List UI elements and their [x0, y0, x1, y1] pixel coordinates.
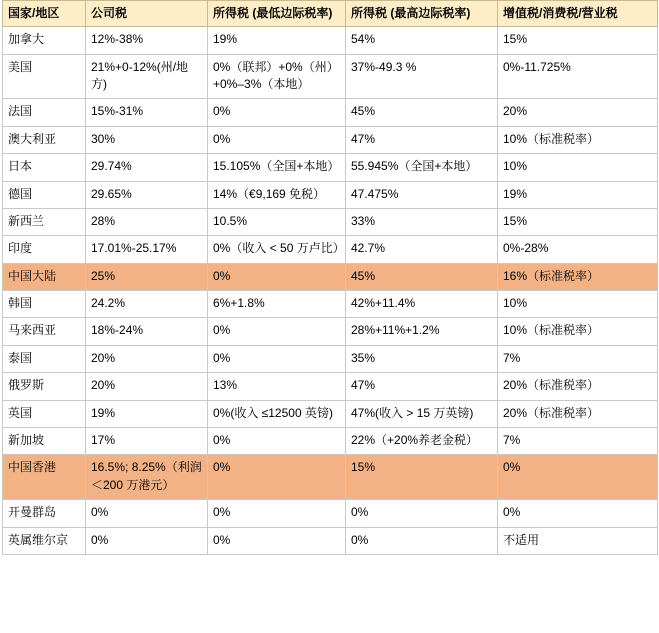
- cell-text: 29.65%: [91, 186, 132, 201]
- cell-text: 22%（+20%养老金税）: [351, 433, 479, 448]
- cell-text: 20%: [91, 350, 116, 365]
- cell-text: 28%: [91, 213, 116, 228]
- table-row: [3, 54, 658, 99]
- cell-text: 法国: [8, 104, 33, 119]
- cell-text: 47%: [351, 378, 376, 393]
- table-row: [3, 154, 658, 181]
- table-cell: [86, 208, 208, 235]
- table-cell: [208, 373, 346, 400]
- cell-text: 英国: [8, 405, 33, 420]
- table-cell: [86, 263, 208, 290]
- cell-country: [3, 208, 86, 235]
- table-cell: [86, 400, 208, 427]
- cell-country: [3, 400, 86, 427]
- cell-country: [3, 126, 86, 153]
- cell-text: 0%: [213, 131, 231, 146]
- cell-text: 20%（标准税率）: [503, 378, 600, 393]
- cell-text: 新加坡: [8, 433, 45, 448]
- cell-text: 47%(收入 > 15 万英镑): [351, 405, 474, 420]
- table-cell: [346, 126, 498, 153]
- table-cell: [346, 291, 498, 318]
- cell-country: [3, 373, 86, 400]
- table-cell: [208, 181, 346, 208]
- table-cell: [498, 99, 658, 126]
- cell-text: 0%-11.725%: [503, 59, 571, 74]
- table-cell: [346, 373, 498, 400]
- cell-text: 0%: [213, 104, 231, 119]
- table-cell: [86, 318, 208, 345]
- column-header-income-tax-min: 所得税 (最低边际税率): [208, 1, 346, 27]
- table-row: [3, 428, 658, 455]
- column-header-income-tax-max: 所得税 (最高边际税率): [346, 1, 498, 27]
- cell-text: 37%-49.3 %: [351, 59, 417, 74]
- table-cell: [498, 373, 658, 400]
- cell-text: 20%（标准税率）: [503, 405, 600, 420]
- table-row: [3, 181, 658, 208]
- table-cell: [498, 428, 658, 455]
- table-row: [3, 236, 658, 263]
- table-cell: [346, 318, 498, 345]
- table-cell: [498, 345, 658, 372]
- table-cell: [86, 54, 208, 99]
- cell-text: 日本: [8, 159, 33, 174]
- cell-text: 16.5%; 8.25%（利润＜200 万港元）: [91, 460, 202, 492]
- table-cell: [498, 27, 658, 54]
- cell-text: 马来西亚: [8, 323, 57, 338]
- table-cell: [208, 208, 346, 235]
- table-cell: [498, 500, 658, 527]
- table-cell: [346, 27, 498, 54]
- table-cell: [86, 291, 208, 318]
- table-cell: [208, 455, 346, 500]
- cell-text: 29.74%: [91, 159, 132, 174]
- table-cell: [208, 126, 346, 153]
- table-row: [3, 400, 658, 427]
- table-cell: [498, 181, 658, 208]
- table-cell: [346, 428, 498, 455]
- cell-text: 15%: [503, 32, 528, 47]
- table-cell: [498, 154, 658, 181]
- cell-text: 0%: [213, 350, 231, 365]
- cell-country: [3, 428, 86, 455]
- cell-text: 印度: [8, 241, 33, 256]
- cell-text: 新西兰: [8, 213, 45, 228]
- cell-text: 英属维尔京: [8, 532, 69, 547]
- cell-text: 0%-28%: [503, 241, 549, 256]
- cell-text: 0%（收入 < 50 万卢比）: [213, 241, 345, 256]
- table-cell: [208, 154, 346, 181]
- cell-country: [3, 154, 86, 181]
- cell-text: 中国香港: [8, 460, 57, 475]
- cell-text: 0%: [503, 460, 521, 475]
- table-cell: [346, 154, 498, 181]
- cell-text: 10%（标准税率）: [503, 131, 600, 146]
- cell-text: 0%: [351, 532, 369, 547]
- table-cell: [498, 527, 658, 554]
- table-row: [3, 345, 658, 372]
- cell-text: 6%+1.8%: [213, 296, 265, 311]
- cell-text: 15%: [503, 213, 528, 228]
- cell-text: 俄罗斯: [8, 378, 45, 393]
- table-cell: [346, 400, 498, 427]
- table-cell: [208, 54, 346, 99]
- cell-country: [3, 345, 86, 372]
- cell-text: 55.945%（全国+本地）: [351, 159, 478, 174]
- cell-text: 19%: [503, 186, 528, 201]
- cell-text: 20%: [503, 104, 528, 119]
- table-cell: [498, 263, 658, 290]
- cell-text: 19%: [91, 405, 116, 420]
- cell-text: 10%: [503, 296, 528, 311]
- cell-text: 19%: [213, 32, 238, 47]
- cell-text: 开曼群岛: [8, 505, 57, 520]
- cell-country: [3, 99, 86, 126]
- cell-text: 13%: [213, 378, 238, 393]
- table-cell: [346, 527, 498, 554]
- cell-text: 25%: [91, 268, 116, 283]
- cell-text: 20%: [91, 378, 116, 393]
- cell-text: 14%（€9,169 免税）: [213, 186, 326, 201]
- cell-text: 45%: [351, 104, 376, 119]
- cell-country: [3, 181, 86, 208]
- cell-text: 15%: [351, 460, 376, 475]
- cell-text: 0%: [91, 505, 109, 520]
- table-cell: [86, 154, 208, 181]
- table-cell: [498, 54, 658, 99]
- table-cell: [208, 500, 346, 527]
- table-row: [3, 527, 658, 554]
- table-cell: [208, 527, 346, 554]
- table-cell: [346, 236, 498, 263]
- table-row: [3, 27, 658, 54]
- table-cell: [86, 99, 208, 126]
- cell-text: 0%: [213, 460, 231, 475]
- cell-text: 47.475%: [351, 186, 399, 201]
- cell-country: [3, 54, 86, 99]
- cell-country: [3, 263, 86, 290]
- table-row: [3, 208, 658, 235]
- table-cell: [498, 455, 658, 500]
- table-cell: [86, 455, 208, 500]
- cell-text: 韩国: [8, 296, 33, 311]
- cell-text: 42%+11.4%: [351, 296, 416, 311]
- cell-country: [3, 236, 86, 263]
- table-cell: [208, 318, 346, 345]
- table-row: [3, 263, 658, 290]
- table-cell: [208, 428, 346, 455]
- cell-text: 10%（标准税率）: [503, 323, 600, 338]
- table-cell: [86, 500, 208, 527]
- cell-text: 15.105%（全国+本地）: [213, 159, 340, 174]
- cell-country: [3, 291, 86, 318]
- table-cell: [86, 126, 208, 153]
- cell-text: 12%-38%: [91, 32, 144, 47]
- cell-text: 7%: [503, 433, 521, 448]
- cell-text: 35%: [351, 350, 376, 365]
- cell-text: 泰国: [8, 350, 33, 365]
- cell-country: [3, 455, 86, 500]
- cell-text: 0%: [213, 505, 231, 520]
- table-header: [3, 1, 658, 27]
- cell-text: 10%: [503, 159, 528, 174]
- table-cell: [208, 236, 346, 263]
- table-row: [3, 500, 658, 527]
- table-row: [3, 99, 658, 126]
- cell-text: 0%: [351, 505, 369, 520]
- cell-text: 澳大利亚: [8, 131, 57, 146]
- table-cell: [208, 345, 346, 372]
- cell-text: 0%: [213, 532, 231, 547]
- table-cell: [86, 527, 208, 554]
- table-cell: [346, 181, 498, 208]
- table-cell: [498, 318, 658, 345]
- cell-text: 54%: [351, 32, 376, 47]
- table-cell: [208, 291, 346, 318]
- cell-text: 0%: [213, 433, 231, 448]
- table-cell: [346, 208, 498, 235]
- cell-text: 不适用: [503, 532, 540, 547]
- cell-text: 18%-24%: [91, 323, 144, 338]
- table-cell: [208, 27, 346, 54]
- cell-text: 45%: [351, 268, 376, 283]
- cell-text: 47%: [351, 131, 376, 146]
- table-cell: [498, 208, 658, 235]
- cell-text: 21%+0-12%(州/地方): [91, 59, 189, 91]
- column-header-vat: 增值税/消费税/营业税: [498, 1, 658, 27]
- table-cell: [86, 428, 208, 455]
- tax-rates-table: [2, 0, 658, 555]
- cell-text: 0%: [213, 268, 231, 283]
- table-row: [3, 291, 658, 318]
- table-cell: [346, 54, 498, 99]
- table-cell: [498, 236, 658, 263]
- cell-text: 0%: [503, 505, 521, 520]
- cell-country: [3, 27, 86, 54]
- table-row: [3, 455, 658, 500]
- table-cell: [346, 99, 498, 126]
- cell-text: 7%: [503, 350, 521, 365]
- table-cell: [86, 345, 208, 372]
- cell-text: 17%: [91, 433, 116, 448]
- cell-text: 中国大陆: [8, 268, 57, 283]
- table-cell: [346, 500, 498, 527]
- table-cell: [208, 263, 346, 290]
- table-row: [3, 126, 658, 153]
- cell-text: 17.01%-25.17%: [91, 241, 177, 256]
- column-header-country: 国家/地区: [3, 1, 86, 27]
- cell-country: [3, 500, 86, 527]
- table-cell: [498, 291, 658, 318]
- cell-text: 美国: [8, 59, 33, 74]
- table-cell: [346, 263, 498, 290]
- table-row: [3, 373, 658, 400]
- cell-country: [3, 527, 86, 554]
- cell-text: 15%-31%: [91, 104, 144, 119]
- table-cell: [498, 126, 658, 153]
- table-cell: [86, 373, 208, 400]
- cell-text: 24.2%: [91, 296, 126, 311]
- cell-text: 0%: [91, 532, 109, 547]
- table-cell: [346, 345, 498, 372]
- table-header-row: [3, 1, 658, 27]
- column-header-corporate-tax: 公司税: [86, 1, 208, 27]
- table-cell: [208, 99, 346, 126]
- cell-text: 28%+11%+1.2%: [351, 323, 440, 338]
- cell-text: 42.7%: [351, 241, 386, 256]
- cell-text: 0%(收入 ≤12500 英镑): [213, 405, 333, 420]
- table-row: [3, 318, 658, 345]
- table-cell: [86, 236, 208, 263]
- cell-text: 加拿大: [8, 32, 45, 47]
- cell-country: [3, 318, 86, 345]
- table-cell: [86, 27, 208, 54]
- cell-text: 30%: [91, 131, 116, 146]
- table-cell: [498, 400, 658, 427]
- table-cell: [86, 181, 208, 208]
- table-cell: [208, 400, 346, 427]
- table-body: [3, 27, 658, 555]
- cell-text: 0%（联邦）+0%（州）+0%–3%（本地）: [213, 59, 339, 91]
- cell-text: 德国: [8, 186, 33, 201]
- cell-text: 16%（标准税率）: [503, 268, 600, 283]
- cell-text: 0%: [213, 323, 231, 338]
- table-cell: [346, 455, 498, 500]
- cell-text: 10.5%: [213, 213, 248, 228]
- cell-text: 33%: [351, 213, 376, 228]
